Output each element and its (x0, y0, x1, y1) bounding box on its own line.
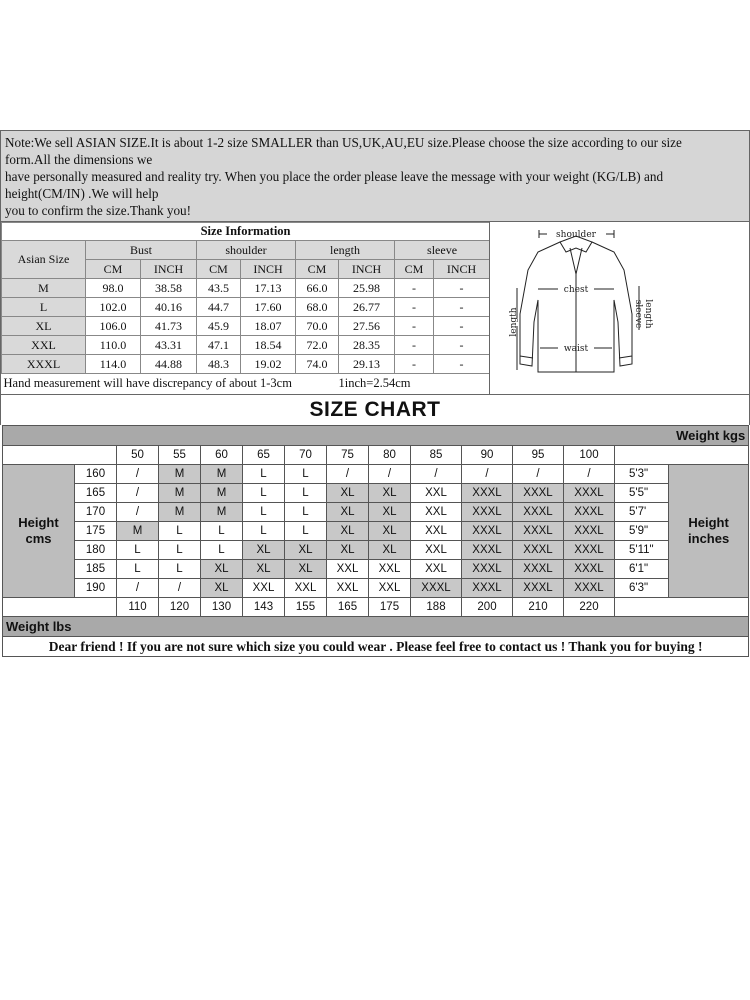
kg-value: 95 (513, 446, 564, 465)
height-inches-label (669, 465, 749, 598)
size-cell: XL (285, 541, 327, 560)
size-cell: 66.0 (296, 279, 339, 298)
kg-value: 80 (369, 446, 411, 465)
size-cell: - (395, 279, 434, 298)
size-cell: M (201, 503, 243, 522)
size-cell: XXXL (513, 579, 564, 598)
weight-lbs-label: Weight lbs (3, 617, 749, 637)
empty-cell (3, 446, 117, 465)
size-cell: XXXL (411, 579, 462, 598)
unit-header: INCH (339, 260, 395, 279)
size-cell: XL (201, 579, 243, 598)
weight-kgs-label: Weight kgs (3, 426, 749, 446)
lb-value: 200 (462, 598, 513, 617)
measurement-note: Hand measurement will have discrepancy of about 1-3cm (2, 374, 339, 393)
sleeve-length-label: length (643, 299, 653, 329)
size-cell: M (159, 503, 201, 522)
size-cell: L (285, 503, 327, 522)
size-cell: 25.98 (339, 279, 395, 298)
height-row (3, 579, 749, 598)
unit-header: INCH (141, 260, 197, 279)
size-cell: 45.9 (197, 317, 241, 336)
size-cell: XXXL (513, 541, 564, 560)
size-label: XXL (2, 336, 86, 355)
height-inch-value: 6'1" (615, 560, 669, 579)
size-cell: L (243, 465, 285, 484)
size-cell: XXXL (462, 579, 513, 598)
size-cell: M (159, 465, 201, 484)
weight-kgs-bar-row (3, 426, 749, 446)
size-cell: 17.13 (241, 279, 296, 298)
size-cell: XXL (369, 560, 411, 579)
height-cm-value: 170 (75, 503, 117, 522)
height-cm-value: 175 (75, 522, 117, 541)
size-cell: L (201, 541, 243, 560)
shoulder-header: shoulder (197, 241, 296, 260)
size-cell: 27.56 (339, 317, 395, 336)
size-cell: 68.0 (296, 298, 339, 317)
size-cell: M (201, 484, 243, 503)
size-cell: 44.88 (141, 355, 197, 374)
size-cell: L (117, 541, 159, 560)
size-cell: 41.73 (141, 317, 197, 336)
kg-value: 85 (411, 446, 462, 465)
size-cell: L (159, 560, 201, 579)
size-cell: XL (327, 522, 369, 541)
unit-header: CM (395, 260, 434, 279)
kg-value: 60 (201, 446, 243, 465)
size-cell: - (395, 317, 434, 336)
weight-lbs-bar-row (3, 617, 749, 637)
size-cell: XL (369, 503, 411, 522)
size-cell: XXXL (462, 503, 513, 522)
footer-row (3, 637, 749, 657)
lb-value: 175 (369, 598, 411, 617)
size-cell: XXL (369, 579, 411, 598)
size-cell: 44.7 (197, 298, 241, 317)
height-inches-label-line: inches (688, 531, 730, 546)
size-cell: 38.58 (141, 279, 197, 298)
note-line: form.All the dimensions we (5, 152, 153, 167)
size-cell: XXL (411, 484, 462, 503)
size-cell: L (159, 522, 201, 541)
kg-value: 50 (117, 446, 159, 465)
unit-header: INCH (241, 260, 296, 279)
kg-value: 75 (327, 446, 369, 465)
size-cell: L (285, 522, 327, 541)
size-cell: L (243, 522, 285, 541)
size-cell: XXL (411, 503, 462, 522)
height-row (3, 541, 749, 560)
height-cm-value: 160 (75, 465, 117, 484)
size-cell: - (434, 298, 490, 317)
kgs-header-row (3, 446, 749, 465)
waist-label: waist (563, 344, 589, 354)
note-line: height(CM/IN) .We will help (5, 186, 159, 201)
sleeve-header: sleeve (395, 241, 490, 260)
size-cell: L (285, 465, 327, 484)
lb-value: 165 (327, 598, 369, 617)
kg-value: 65 (243, 446, 285, 465)
size-information-table-wrap (1, 222, 489, 394)
size-info-title: Size Information (2, 223, 490, 241)
size-cell: / (462, 465, 513, 484)
size-cell: 18.07 (241, 317, 296, 336)
empty-cell (615, 598, 749, 617)
unit-header: INCH (434, 260, 490, 279)
size-cell: M (117, 522, 159, 541)
lb-value: 130 (201, 598, 243, 617)
size-cell: 40.16 (141, 298, 197, 317)
size-cell: XL (327, 503, 369, 522)
empty-cell (615, 446, 749, 465)
size-cell: / (369, 465, 411, 484)
shirt-diagram (489, 222, 749, 394)
size-cell: / (159, 579, 201, 598)
size-label: XXXL (2, 355, 86, 374)
size-guide (0, 130, 750, 657)
height-inch-value: 5'7' (615, 503, 669, 522)
height-row (3, 522, 749, 541)
height-inch-value: 6'3" (615, 579, 669, 598)
size-cell: XXXL (462, 541, 513, 560)
size-cell: 98.0 (86, 279, 141, 298)
size-cell: 18.54 (241, 336, 296, 355)
size-cell: 29.13 (339, 355, 395, 374)
size-cell: / (327, 465, 369, 484)
size-cell: XXXL (513, 503, 564, 522)
size-cell: XL (243, 541, 285, 560)
height-cms-label-line: Height (18, 515, 59, 530)
asian-size-header: Asian Size (2, 241, 86, 279)
size-cell: 106.0 (86, 317, 141, 336)
size-cell: / (564, 465, 615, 484)
height-row (3, 484, 749, 503)
size-cell: XXXL (564, 503, 615, 522)
size-cell: XXL (327, 579, 369, 598)
height-cms-label-line: cms (25, 531, 52, 546)
height-inch-value: 5'11" (615, 541, 669, 560)
unit-header: CM (197, 260, 241, 279)
size-cell: XL (369, 541, 411, 560)
bust-header: Bust (86, 241, 197, 260)
height-cm-value: 165 (75, 484, 117, 503)
size-cell: XXXL (462, 560, 513, 579)
size-cell: XXL (411, 541, 462, 560)
empty-cell (3, 598, 117, 617)
chest-label: chest (563, 285, 589, 295)
size-row (2, 317, 490, 336)
inch-conversion: 1inch=2.54cm (339, 374, 490, 393)
size-cell: - (434, 279, 490, 298)
size-cell: XL (243, 560, 285, 579)
size-cell: - (434, 317, 490, 336)
size-cell: 72.0 (296, 336, 339, 355)
size-cell: XXL (285, 579, 327, 598)
size-cell: XL (369, 484, 411, 503)
size-cell: XXXL (513, 484, 564, 503)
size-cell: - (434, 336, 490, 355)
height-cms-label (3, 465, 75, 598)
size-cell: 47.1 (197, 336, 241, 355)
size-cell: XXXL (462, 522, 513, 541)
kg-value: 90 (462, 446, 513, 465)
size-label: M (2, 279, 86, 298)
size-row (2, 336, 490, 355)
size-cell: 19.02 (241, 355, 296, 374)
size-cell: / (117, 503, 159, 522)
size-cell: L (243, 484, 285, 503)
kg-value: 100 (564, 446, 615, 465)
height-row (3, 503, 749, 522)
lb-value: 155 (285, 598, 327, 617)
lb-value: 220 (564, 598, 615, 617)
weight-height-size-chart (2, 425, 749, 657)
size-cell: XXXL (462, 484, 513, 503)
size-cell: XL (327, 484, 369, 503)
size-cell: 43.31 (141, 336, 197, 355)
length-label: length (509, 307, 519, 337)
length-header: length (296, 241, 395, 260)
size-cell: 28.35 (339, 336, 395, 355)
size-cell: / (117, 465, 159, 484)
height-cm-value: 185 (75, 560, 117, 579)
size-information-section (0, 222, 750, 395)
shoulder-label: shoulder (556, 230, 596, 240)
size-cell: 114.0 (86, 355, 141, 374)
lb-value: 210 (513, 598, 564, 617)
note-line: you to confirm the size.Thank you! (5, 203, 192, 218)
height-cm-value: 190 (75, 579, 117, 598)
size-cell: L (285, 484, 327, 503)
size-cell: XXXL (564, 579, 615, 598)
size-cell: L (201, 522, 243, 541)
height-inch-value: 5'9" (615, 522, 669, 541)
size-cell: 74.0 (296, 355, 339, 374)
sleeve-label: sleeve (633, 299, 643, 329)
size-cell: 48.3 (197, 355, 241, 374)
lb-value: 143 (243, 598, 285, 617)
unit-header: CM (86, 260, 141, 279)
size-cell: 102.0 (86, 298, 141, 317)
lb-value: 120 (159, 598, 201, 617)
size-cell: L (117, 560, 159, 579)
height-inch-value: 5'5" (615, 484, 669, 503)
size-cell: 17.60 (241, 298, 296, 317)
size-label: L (2, 298, 86, 317)
size-cell: / (513, 465, 564, 484)
size-cell: XL (201, 560, 243, 579)
lb-value: 188 (411, 598, 462, 617)
size-note (0, 130, 750, 222)
size-cell: 43.5 (197, 279, 241, 298)
size-cell: XXL (327, 560, 369, 579)
height-row (3, 465, 749, 484)
size-cell: - (395, 355, 434, 374)
size-cell: XXXL (564, 484, 615, 503)
kg-value: 55 (159, 446, 201, 465)
height-row (3, 560, 749, 579)
size-cell: XXXL (513, 560, 564, 579)
size-cell: XL (369, 522, 411, 541)
size-label: XL (2, 317, 86, 336)
size-cell: XL (285, 560, 327, 579)
size-cell: XXL (243, 579, 285, 598)
kg-value: 70 (285, 446, 327, 465)
size-cell: / (117, 484, 159, 503)
size-row (2, 298, 490, 317)
size-cell: L (243, 503, 285, 522)
size-cell: / (117, 579, 159, 598)
size-chart-title: SIZE CHART (0, 395, 750, 425)
contact-message: Dear friend ! If you are not sure which size you could wear . Please feel free to contact us ! Thank you for buying ! (3, 637, 749, 657)
size-cell: XXXL (564, 560, 615, 579)
lb-value: 110 (117, 598, 159, 617)
size-information-table (1, 222, 490, 393)
size-cell: M (201, 465, 243, 484)
height-cm-value: 180 (75, 541, 117, 560)
lbs-row (3, 598, 749, 617)
size-cell: 26.77 (339, 298, 395, 317)
size-cell: / (411, 465, 462, 484)
note-line: Note:We sell ASIAN SIZE.It is about 1-2 size SMALLER than US,UK,AU,EU size.Please choose the size according to our size (5, 135, 682, 150)
height-inches-label-line: Height (688, 515, 729, 530)
note-line: have personally measured and reality try. When you place the order please leave the message with your weight (KG/LB) and (5, 169, 664, 184)
unit-header: CM (296, 260, 339, 279)
size-cell: XXXL (564, 522, 615, 541)
size-cell: XXXL (564, 541, 615, 560)
size-row (2, 355, 490, 374)
size-cell: 110.0 (86, 336, 141, 355)
size-cell: XXL (411, 522, 462, 541)
size-cell: - (395, 298, 434, 317)
size-cell: M (159, 484, 201, 503)
size-cell: - (434, 355, 490, 374)
size-cell: XL (327, 541, 369, 560)
size-cell: 70.0 (296, 317, 339, 336)
height-inch-value: 5'3" (615, 465, 669, 484)
shirt-outline-icon (490, 222, 748, 394)
size-cell: XXXL (513, 522, 564, 541)
size-cell: XXL (411, 560, 462, 579)
size-row (2, 279, 490, 298)
size-cell: - (395, 336, 434, 355)
size-cell: L (159, 541, 201, 560)
